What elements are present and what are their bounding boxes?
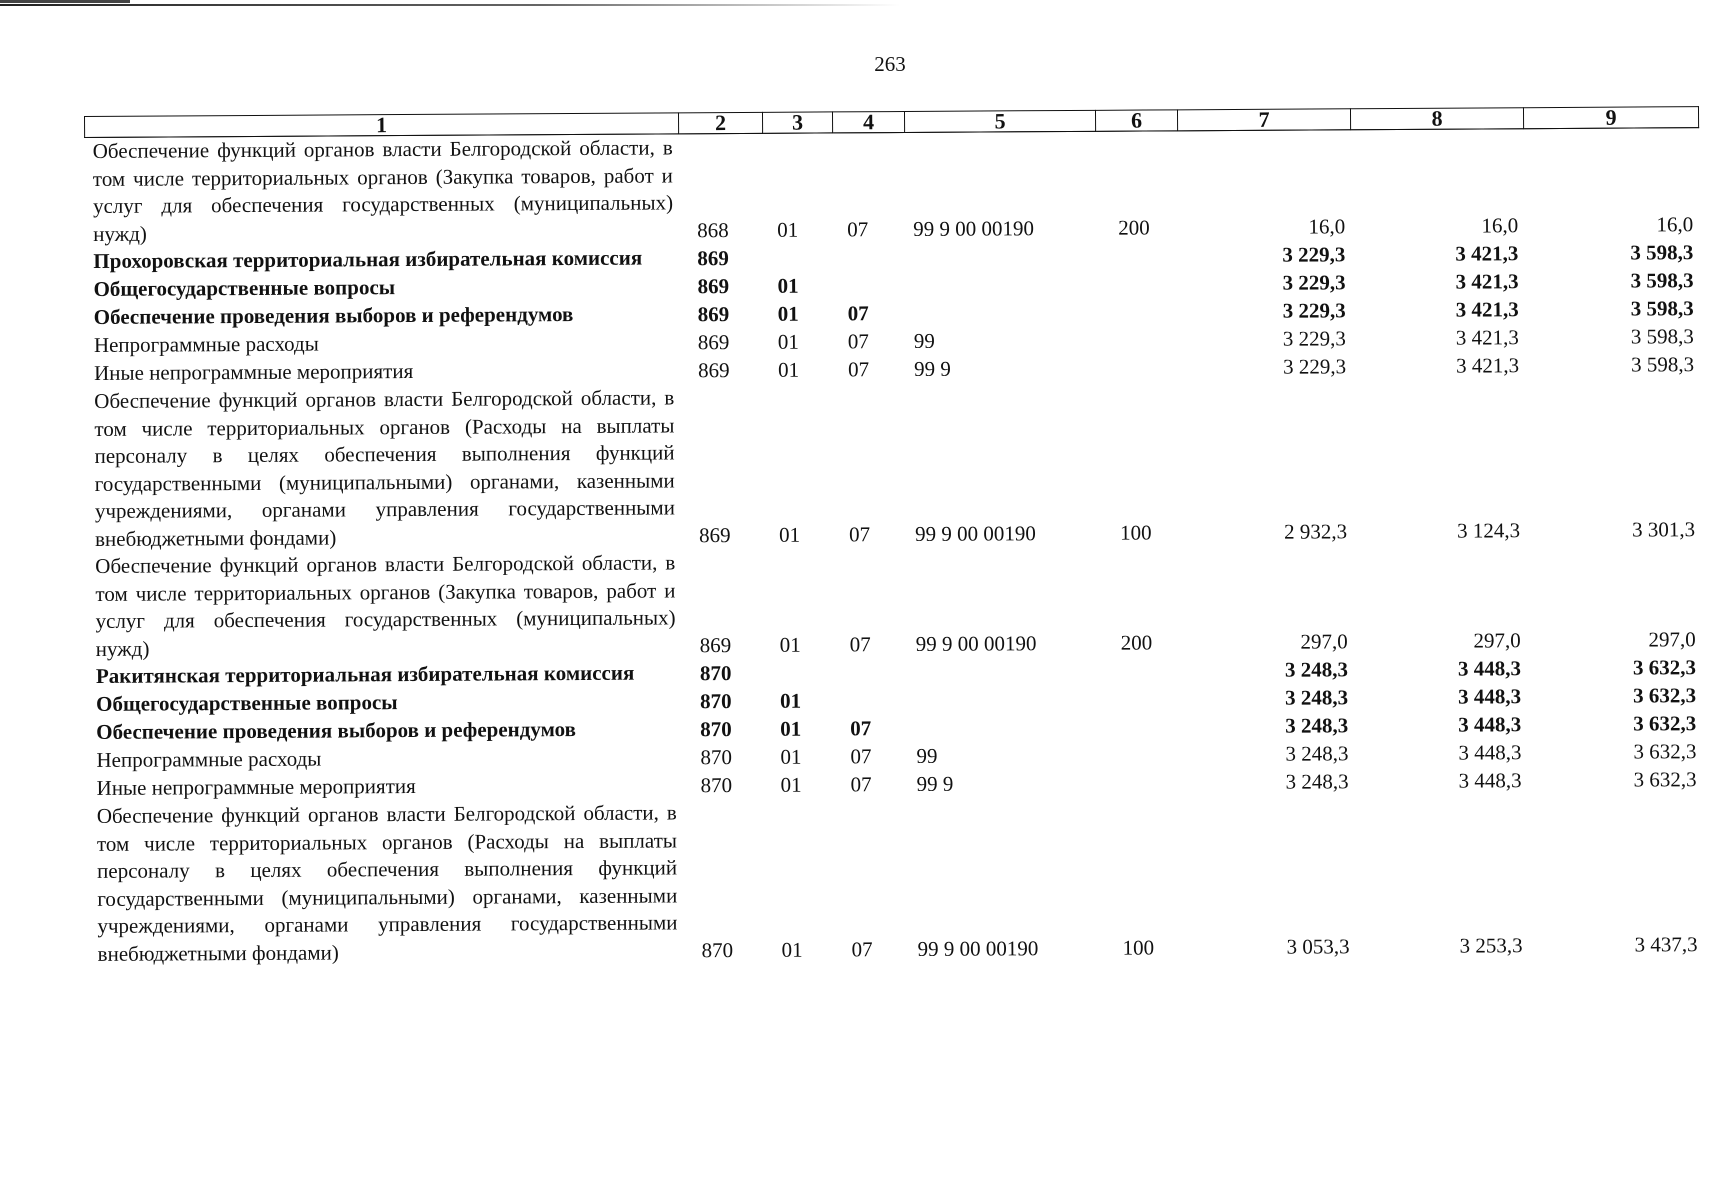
row-amount-year1: 3 229,3	[1282, 298, 1346, 323]
row-main-admin-code: 869	[697, 330, 730, 355]
row-section-code: 01	[777, 273, 799, 298]
row-amount-year3: 3 632,3	[1632, 655, 1696, 680]
row-name: Непрограммные расходы	[93, 331, 319, 357]
budget-table-wrapper	[84, 106, 1703, 968]
row-amount-year2: 3 253,3	[1459, 933, 1523, 958]
row-subsection-code	[833, 243, 905, 271]
row-amount-year1: 3 229,3	[1282, 242, 1346, 267]
row-main-admin-code: 869	[697, 302, 730, 327]
row-amount-year2: 3 421,3	[1455, 241, 1519, 266]
row-amount-year1: 3 248,3	[1285, 713, 1349, 738]
row-name: Иные непрограммные мероприятия	[93, 358, 414, 385]
row-name: Общегосударственные вопросы	[93, 275, 396, 301]
row-subsection-code	[833, 271, 905, 299]
row-name: Обеспечение функций органов власти Белгородской области, в том числе территориальных органов (Расходы на выплаты персоналу в целях обеспечения выполнения функций государственными (муниципальными) органами, казенными учреждениями, органами управления государственными внебюджетными фондами)	[96, 800, 678, 966]
row-amount-year3: 16,0	[1656, 212, 1694, 237]
row-target-article	[905, 242, 1096, 271]
row-amount-year1: 16,0	[1308, 214, 1346, 239]
row-amount-year3: 3 437,3	[1634, 932, 1698, 957]
row-target-article: 99	[913, 328, 935, 353]
row-amount-year3: 3 598,3	[1630, 268, 1694, 293]
table-body	[85, 128, 1704, 968]
page-number: 263	[874, 52, 906, 76]
row-amount-year3: 297,0	[1648, 627, 1696, 652]
row-expense-type	[1099, 684, 1181, 713]
row-main-admin-code: 869	[697, 274, 730, 299]
row-name: Непрограммные расходы	[96, 746, 322, 772]
row-section-code: 01	[780, 688, 802, 713]
row-name: Обеспечение функций органов власти Белгородской области, в том числе территориальных органов (Закупка товаров, работ и услуг для обеспечения государственных (муниципальных) нужд)	[92, 135, 674, 246]
row-main-admin-code: 870	[699, 661, 732, 686]
column-header: 4	[832, 111, 904, 132]
row-subsection-code: 07	[848, 522, 871, 547]
row-amount-year2: 3 421,3	[1455, 269, 1519, 294]
row-main-admin-code: 870	[700, 773, 733, 798]
row-main-admin-code: 869	[697, 358, 730, 383]
row-expense-type: 200	[1120, 630, 1153, 655]
row-main-admin-code: 869	[698, 523, 731, 548]
row-amount-year2: 3 448,3	[1458, 712, 1522, 737]
table-row	[85, 128, 1700, 248]
row-main-admin-code: 870	[700, 745, 733, 770]
row-amount-year1: 3 229,3	[1282, 326, 1346, 351]
row-main-admin-code: 868	[697, 218, 729, 243]
row-amount-year2: 297,0	[1473, 628, 1521, 653]
row-amount-year1: 2 932,3	[1283, 519, 1348, 544]
row-amount-year2: 3 448,3	[1457, 684, 1522, 709]
row-target-article: 99	[916, 743, 938, 768]
row-amount-year2: 3 448,3	[1457, 656, 1521, 681]
column-header: 6	[1095, 110, 1177, 132]
row-subsection-code: 07	[847, 217, 869, 242]
row-main-admin-code: 870	[700, 689, 732, 714]
row-expense-type: 100	[1119, 520, 1152, 545]
row-amount-year3: 3 598,3	[1630, 296, 1694, 321]
row-expense-type: 100	[1122, 935, 1155, 960]
row-expense-type	[1096, 269, 1178, 298]
row-amount-year2: 3 448,3	[1458, 768, 1522, 793]
row-amount-year3: 3 598,3	[1630, 324, 1694, 349]
row-amount-year3: 3 632,3	[1633, 711, 1697, 736]
row-amount-year1: 3 248,3	[1285, 685, 1349, 710]
row-amount-year1: 297,0	[1300, 629, 1348, 654]
column-header: 8	[1350, 108, 1523, 130]
row-subsection-code	[836, 686, 908, 714]
row-amount-year2: 3 421,3	[1455, 325, 1519, 350]
row-amount-year1: 3 229,3	[1282, 354, 1347, 379]
row-subsection-code: 07	[847, 301, 869, 326]
row-main-admin-code: 869	[697, 246, 729, 271]
row-expense-type	[1097, 297, 1179, 326]
row-amount-year1: 3 248,3	[1284, 657, 1348, 682]
row-name: Иные непрограммные мероприятия	[96, 773, 416, 800]
row-expense-type	[1099, 712, 1181, 741]
row-subsection-code: 07	[850, 716, 872, 741]
row-amount-year3: 3 598,3	[1630, 352, 1695, 377]
scan-artifact-line	[0, 4, 900, 6]
row-target-article: 99 9 00 00190	[915, 631, 1037, 656]
row-name: Обеспечение функций органов власти Белгородской области, в том числе территориальных органов (Закупка товаров, работ и услуг для обеспечения государственных (муниципальных) нужд)	[95, 550, 676, 661]
row-target-article: 99 9 00 00190	[917, 936, 1039, 961]
row-target-article	[908, 685, 1099, 714]
row-target-article	[905, 270, 1096, 299]
table-row	[87, 543, 1702, 663]
row-target-article	[908, 657, 1099, 686]
table-row	[86, 378, 1701, 553]
row-subsection-code	[836, 658, 908, 686]
row-name: Общегосударственные вопросы	[96, 690, 398, 716]
row-target-article: 99 9	[913, 356, 951, 381]
row-expense-type	[1097, 353, 1179, 382]
row-section-code	[766, 658, 836, 686]
row-section-code: 01	[778, 522, 801, 547]
row-expense-type	[1099, 656, 1181, 685]
row-name: Обеспечение проведения выборов и референдумов	[96, 717, 576, 744]
row-expense-type	[1099, 740, 1181, 769]
row-amount-year1: 3 229,3	[1282, 270, 1346, 295]
column-header: 5	[904, 110, 1095, 132]
row-amount-year3: 3 301,3	[1631, 517, 1696, 542]
row-amount-year2: 3 421,3	[1455, 353, 1520, 378]
column-header: 1	[85, 113, 679, 138]
budget-table	[84, 106, 1704, 968]
row-name: Обеспечение проведения выборов и референдумов	[93, 302, 574, 329]
row-amount-year3: 3 598,3	[1630, 240, 1694, 265]
row-section-code: 01	[779, 632, 801, 657]
row-section-code: 01	[780, 716, 802, 741]
row-amount-year3: 3 632,3	[1632, 683, 1697, 708]
row-section-code: 01	[777, 301, 799, 326]
column-header: 7	[1177, 109, 1350, 131]
row-amount-year1: 3 248,3	[1285, 741, 1349, 766]
row-target-article	[906, 298, 1097, 327]
row-expense-type: 200	[1118, 215, 1150, 240]
row-main-admin-code: 870	[700, 717, 732, 742]
row-section-code: 01	[781, 937, 803, 962]
row-amount-year3: 3 632,3	[1633, 739, 1697, 764]
row-section-code	[763, 243, 833, 271]
row-section-code: 01	[777, 329, 799, 354]
row-name: Обеспечение функций органов власти Белгородской области, в том числе территориальных органов (Расходы на выплаты персоналу в целях обеспечения выполнения функций государственными (муниципальными) органами, казенными учреждениями, органами управления государственными внебюджетными фондами)	[94, 385, 675, 551]
table-row	[89, 793, 1704, 968]
row-subsection-code: 07	[851, 937, 873, 962]
column-header: 2	[678, 112, 762, 134]
row-target-article	[908, 713, 1099, 742]
column-header: 9	[1523, 107, 1698, 129]
scan-artifact-line	[0, 0, 130, 3]
row-target-article: 99 9	[916, 771, 954, 796]
row-amount-year2: 16,0	[1481, 213, 1519, 238]
row-amount-year1: 3 248,3	[1285, 769, 1349, 794]
row-expense-type	[1097, 325, 1179, 354]
row-expense-type	[1100, 768, 1182, 797]
row-subsection-code: 07	[850, 772, 872, 797]
row-subsection-code: 07	[849, 632, 871, 657]
row-section-code: 01	[780, 744, 802, 769]
row-subsection-code: 07	[850, 744, 872, 769]
row-amount-year1: 3 053,3	[1286, 934, 1350, 959]
row-main-admin-code: 870	[701, 938, 734, 963]
row-name: Прохоровская территориальная избирательная комиссия	[93, 245, 643, 273]
row-main-admin-code: 869	[699, 633, 732, 658]
row-section-code: 01	[780, 772, 802, 797]
row-expense-type	[1096, 241, 1178, 270]
row-target-article: 99 9 00 00190	[914, 521, 1036, 546]
row-amount-year2: 3 448,3	[1458, 740, 1522, 765]
row-amount-year2: 3 124,3	[1456, 518, 1521, 543]
column-header: 3	[762, 112, 832, 133]
row-target-article: 99 9 00 00190	[913, 216, 1035, 241]
row-subsection-code: 07	[847, 357, 870, 382]
row-subsection-code: 07	[847, 329, 869, 354]
row-section-code: 01	[777, 357, 800, 382]
row-amount-year2: 3 421,3	[1455, 297, 1519, 322]
row-section-code: 01	[777, 217, 799, 242]
row-amount-year3: 3 632,3	[1633, 767, 1697, 792]
row-name: Ракитянская территориальная избирательная комиссия	[95, 660, 635, 688]
